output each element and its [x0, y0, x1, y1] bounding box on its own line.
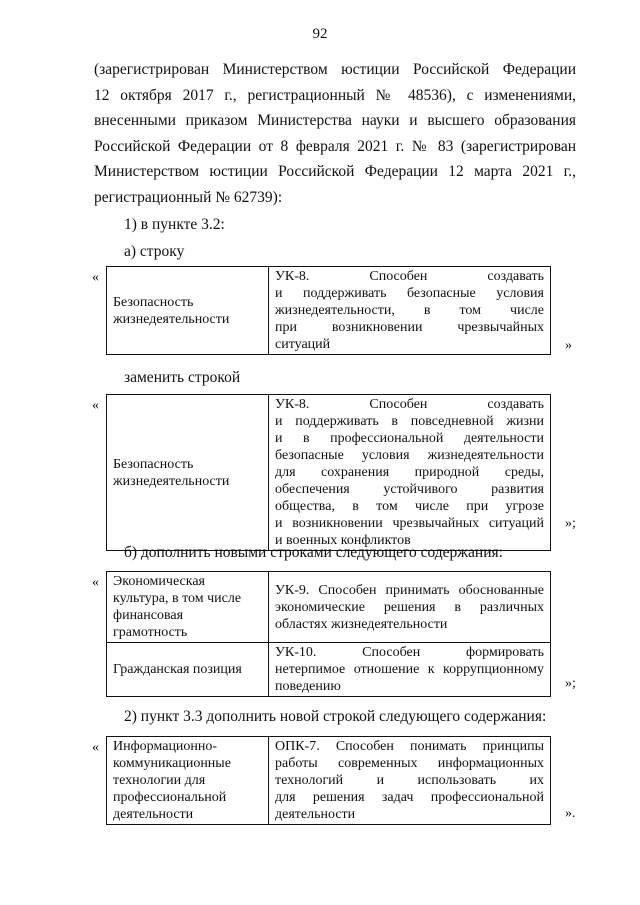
quote-close-mark: »; — [565, 676, 576, 691]
quote-open-mark: « — [92, 740, 99, 755]
page-number: 92 — [312, 26, 328, 42]
table-replacement-row — [106, 394, 551, 551]
cell-line: УК-9. Способен принимать обоснованные — [275, 582, 544, 598]
cell-line: областях жизнедеятельности — [275, 616, 448, 632]
competence-text-cell — [269, 643, 551, 697]
competence-category-cell — [107, 267, 269, 355]
cell-line: и военных конфликтов — [275, 533, 411, 548]
table-original-row — [106, 266, 551, 355]
item-2-heading: 2) пункт 3.3 дополнить новой строкой следующего содержания: — [124, 708, 547, 725]
cell-line: жизнедеятельности — [113, 473, 230, 489]
intro-line: Российской Федерации от 8 февраля 2021 г. № 83 (зарегистрирован — [94, 137, 576, 155]
quote-close-mark: »; — [565, 516, 576, 531]
cell-line: деятельности — [113, 807, 194, 822]
cell-line: и поддерживать безопасные условия — [275, 286, 544, 301]
competence-text-cell — [269, 737, 551, 825]
cell-line: технологии для — [113, 773, 206, 788]
table-new-rows — [106, 571, 551, 697]
cell-line: жизнедеятельности — [113, 311, 230, 327]
competence-category-cell — [107, 643, 269, 697]
cell-line: экономические решения в различных — [275, 599, 544, 615]
cell-line: при возникновении чрезвычайных — [275, 320, 544, 335]
intro-paragraph — [94, 57, 576, 211]
cell-line: УК-8. Способен создавать — [275, 269, 544, 284]
cell-line: и поддерживать в повседневной жизни — [275, 414, 544, 429]
quote-open-mark: « — [92, 270, 99, 285]
table-row — [107, 643, 551, 697]
cell-line: Безопасность — [113, 294, 194, 310]
replace-label: заменить строкой — [124, 369, 241, 386]
cell-line: технологий и использовать их — [275, 773, 544, 788]
cell-line: культура, в том числе — [113, 591, 242, 606]
cell-line: общества, в том числе при угрозе — [275, 499, 544, 514]
cell-line: обеспечения устойчивого развития — [275, 482, 544, 497]
item-b-heading: б) дополнить новыми строками следующего содержания: — [124, 544, 503, 561]
table-row — [107, 267, 551, 355]
cell-line: профессиональной — [113, 790, 227, 805]
intro-line: 12 октября 2017 г., регистрационный № 48536), с изменениями, — [94, 86, 576, 104]
intro-line: Министерством юстиции Российской Федерации 12 марта 2021 г., — [94, 163, 576, 181]
competence-category-cell — [107, 737, 269, 825]
quote-open-mark: « — [92, 575, 99, 590]
cell-line: для решения задач профессиональной — [275, 790, 544, 805]
table-row — [107, 572, 551, 643]
cell-line: Информационно- — [113, 739, 218, 754]
cell-line: УК-8. Способен создавать — [275, 397, 544, 412]
quote-close-mark: » — [565, 338, 572, 353]
cell-line: нетерпимое отношение к коррупционному — [275, 662, 544, 677]
table-row — [107, 737, 551, 825]
competence-text-cell — [269, 395, 551, 551]
competence-text-cell — [269, 267, 551, 355]
table-row — [107, 395, 551, 551]
cell-line: ОПК-7. Способен понимать принципы — [275, 739, 544, 754]
quote-close-mark: ». — [565, 806, 576, 821]
cell-line: Гражданская позиция — [113, 662, 242, 677]
intro-line: (зарегистрирован Министерством юстиции Российской Федерации — [94, 61, 576, 78]
cell-line: коммуникационные — [113, 756, 231, 771]
item-1-heading: 1) в пункте 3.2: — [124, 216, 225, 233]
cell-line: безопасные условия жизнедеятельности — [275, 448, 544, 463]
cell-line: грамотность — [113, 625, 188, 640]
cell-line: Безопасность — [113, 456, 194, 472]
cell-line: работы современных информационных — [275, 756, 544, 771]
cell-line: и возникновении чрезвычайных ситуаций — [275, 516, 544, 531]
cell-line: поведению — [275, 679, 341, 694]
intro-line: внесенными приказом Министерства науки и высшего образования — [94, 112, 576, 130]
competence-category-cell — [107, 572, 269, 643]
cell-line: деятельности — [275, 807, 356, 822]
competence-text-cell — [269, 572, 551, 643]
table-opk-row — [106, 736, 551, 825]
cell-line: ситуаций — [275, 337, 331, 352]
competence-category-cell — [107, 395, 269, 551]
item-a-heading: а) строку — [124, 243, 185, 260]
cell-line: Экономическая — [113, 574, 205, 589]
cell-line: для сохранения природной среды, — [275, 465, 544, 480]
cell-line: финансовая — [113, 608, 184, 623]
quote-open-mark: « — [92, 398, 99, 413]
intro-line: регистрационный № 62739): — [94, 188, 283, 206]
cell-line: жизнедеятельности, в том числе — [275, 303, 544, 318]
cell-line: и в профессиональной деятельности — [275, 431, 544, 446]
cell-line: УК-10. Способен формировать — [275, 645, 544, 660]
